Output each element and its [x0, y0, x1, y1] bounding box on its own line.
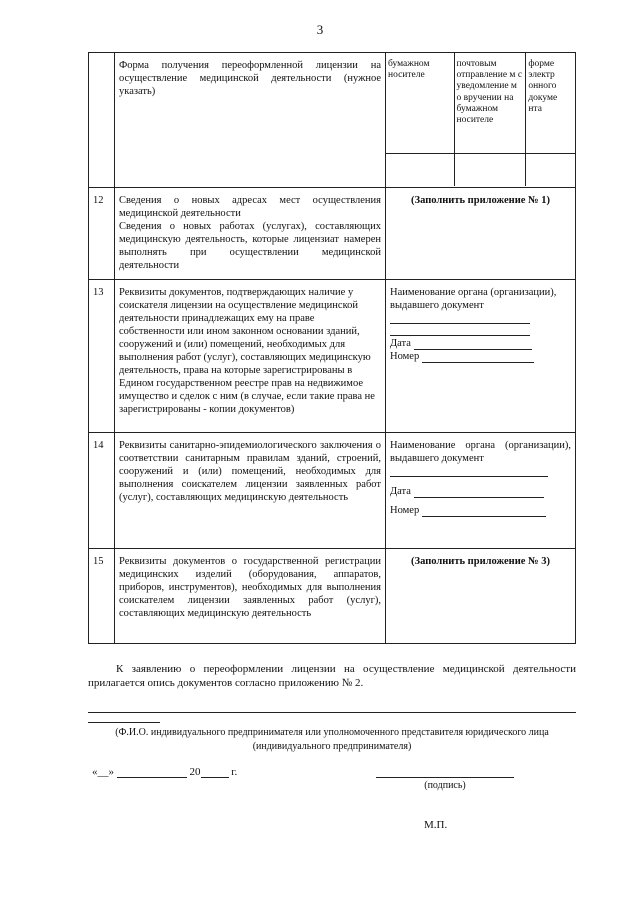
table-row-form — [89, 53, 576, 188]
signature-caption: (подпись) — [424, 780, 466, 791]
org-line[interactable] — [390, 467, 548, 477]
row-number: 12 — [89, 188, 115, 280]
row-description: Реквизиты документов, подтверждающих наличие у соискателя лицензии на осуществление медицинской деятельности принадлежащих ему на праве собственности или ином законном основании зданий, сооружений и (или) помещений, необходимых для выполнения работ (услуг), составляющих медицинскую деятельность, права на которые зарегистрированы в Едином государственном реестре прав на недвижимое имущество и сделок с ним (в случае, если такие права не зарегистрированы - копии документов) — [115, 280, 386, 433]
new-works-text: Сведения о новых работах (услугах), составляющих медицинскую деятельность, которые лицензиат намерен выполнять при осуществлении медицинской деятельности — [119, 221, 381, 272]
document-details-14 — [386, 433, 576, 549]
date-suffix: г. — [231, 766, 238, 778]
row-number: 15 — [89, 549, 115, 644]
application-table — [88, 52, 576, 644]
table-row-13 — [89, 280, 576, 433]
number-line[interactable] — [422, 506, 546, 517]
row-description: Реквизиты санитарно-эпидемиологического заключения о соответствии санитарным правилам зданий, строений, сооружений и (или) помещений, необходимых для выполнения соискателем лицензии заявленных работ (услуг), составляющих медицинскую деятельность — [115, 433, 386, 549]
fio-caption-1: (Ф.И.О. индивидуального предпринимателя или уполномоченного представителя юридического лица — [115, 727, 549, 738]
option-paper-mark[interactable] — [386, 154, 454, 187]
option-paper[interactable]: бумажном носителе — [388, 59, 430, 81]
table-row-15 — [89, 549, 576, 644]
document-details-13 — [386, 280, 576, 433]
date-field — [390, 337, 571, 350]
fio-short-line — [88, 722, 160, 723]
new-addresses-text: Сведения о новых адресах мест осуществления медицинской деятельности — [119, 195, 381, 220]
date-block — [92, 766, 237, 778]
org-line-2[interactable] — [390, 326, 530, 336]
row-description: Реквизиты документов о государственной регистрации медицинских изделий (оборудования, аппаратов, приборов, инструментов), необходимых для выполнения соискателем лицензии заявленных работ (услуг), составляющих медицинскую деятельность — [115, 549, 386, 644]
date-line[interactable] — [414, 339, 532, 350]
number-field — [390, 350, 571, 363]
option-electronic[interactable]: форме электр онного докуме нта — [526, 53, 575, 153]
org-line-1[interactable] — [390, 314, 530, 324]
date-year-line[interactable] — [201, 767, 229, 778]
row-number: 13 — [89, 280, 115, 433]
number-line[interactable] — [422, 352, 534, 363]
date-month-line[interactable] — [117, 767, 187, 778]
table-row-12 — [89, 188, 576, 280]
date-year: 20 — [189, 766, 201, 778]
form-description: Форма получения переоформленной лицензии на осуществление медицинской деятельности (нужное указать) — [115, 53, 386, 188]
fio-line[interactable] — [88, 712, 576, 713]
row-number: 14 — [89, 433, 115, 549]
row-number-cell — [89, 53, 115, 188]
date-label: Дата — [390, 338, 411, 350]
row-description — [115, 188, 386, 280]
number-field — [390, 504, 571, 517]
org-label: Наименование органа (организации), выдавшего документ — [390, 440, 571, 465]
page-number: 3 — [316, 22, 324, 37]
fio-caption-2: (индивидуального предпринимателя) — [252, 741, 412, 752]
fill-appendix-3: (Заполнить приложение № 3) — [386, 549, 576, 644]
number-label: Номер — [390, 505, 420, 517]
table-row-14 — [89, 433, 576, 549]
date-day[interactable]: «__» — [92, 766, 114, 778]
option-mail[interactable]: почтовым отправление м с уведомление м о вручении на бумажном носителе — [454, 53, 526, 153]
stamp-label: М.П. — [424, 819, 448, 831]
number-label: Номер — [390, 351, 420, 363]
option-mail-mark[interactable] — [454, 154, 526, 187]
signature-line[interactable] — [376, 777, 514, 778]
option-electronic-mark[interactable] — [526, 154, 575, 187]
date-field — [390, 485, 571, 498]
date-label: Дата — [390, 486, 411, 498]
org-label: Наименование органа (организации), выдавшего документ — [390, 287, 557, 312]
form-options-cell — [386, 53, 576, 188]
fill-appendix-1: (Заполнить приложение № 1) — [386, 188, 576, 280]
date-line[interactable] — [414, 487, 544, 498]
attachment-text: К заявлению о переоформлении лицензии на осуществление медицинской деятельности прилагается опись документов согласно приложению № 2. — [88, 663, 576, 690]
